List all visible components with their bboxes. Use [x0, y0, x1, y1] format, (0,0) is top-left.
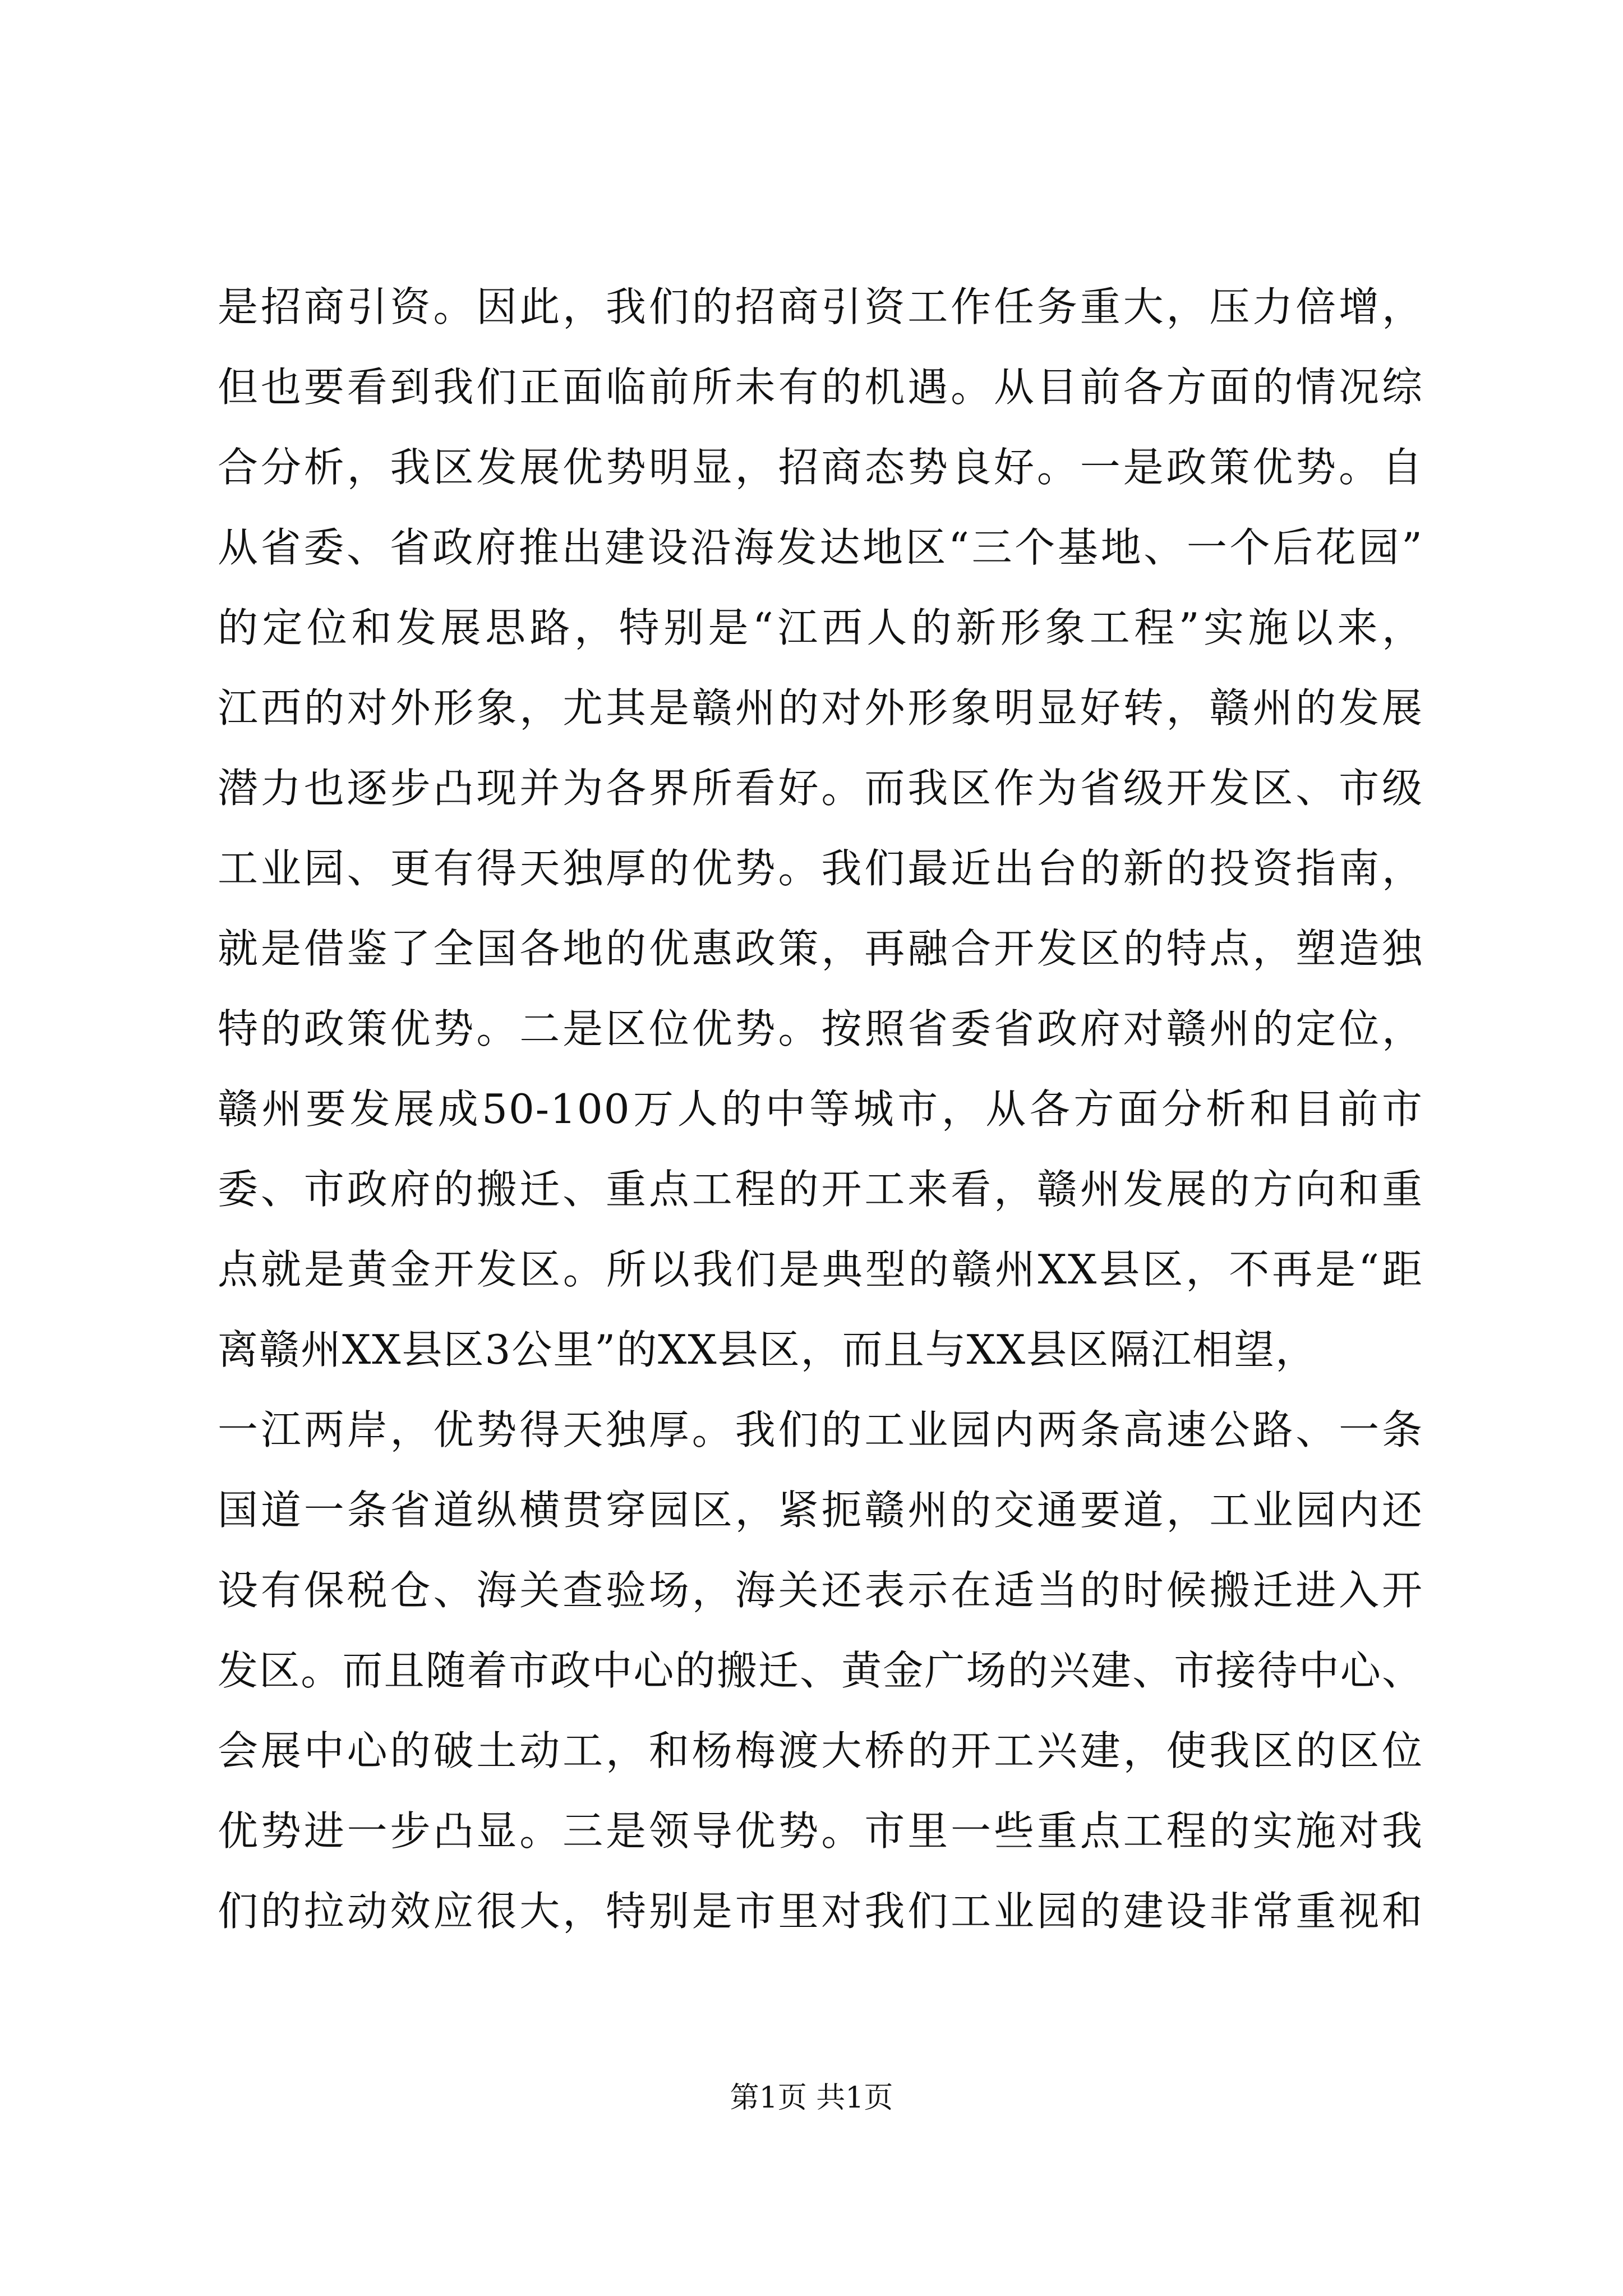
text-line: 国道一条省道纵横贯穿园区，紧扼赣州的交通要道，工业园内还 [218, 1487, 1423, 1534]
text-line: 委、市政府的搬迁、重点工程的开工来看，赣州发展的方向和重 [218, 1166, 1423, 1213]
text-line: 离赣州XX县区3公里”的XX县区，而且与XX县区隔江相望， [218, 1326, 1317, 1373]
text-line: 就是借鉴了全国各地的优惠政策，再融合开发区的特点，塑造独 [218, 925, 1423, 972]
text-line: 江西的对外形象，尤其是赣州的对外形象明显好转，赣州的发展 [218, 684, 1423, 731]
text-line: 发区。而且随着市政中心的搬迁、黄金广场的兴建、市接待中心、 [218, 1647, 1423, 1694]
text-line: 赣州要发展成50-100万人的中等城市，从各方面分析和目前市 [218, 1085, 1423, 1133]
text-line: 优势进一步凸显。三是领导优势。市里一些重点工程的实施对我 [218, 1807, 1423, 1855]
text-line: 工业园、更有得天独厚的优势。我们最近出台的新的投资指南， [218, 845, 1423, 892]
text-line: 特的政策优势。二是区位优势。按照省委省政府对赣州的定位， [218, 1005, 1423, 1052]
text-line: 们的拉动效应很大，特别是市里对我们工业园的建设非常重视和 [218, 1888, 1423, 1935]
text-line: 是招商引资。因此，我们的招商引资工作任务重大，压力倍增， [218, 283, 1423, 330]
text-line: 从省委、省政府推出建设沿海发达地区“三个基地、一个后花园” [218, 524, 1423, 571]
page-footer: 第1页 共1页 [730, 2081, 893, 2115]
text-line: 潜力也逐步凸现并为各界所看好。而我区作为省级开发区、市级 [218, 765, 1423, 812]
text-line: 一江两岸，优势得天独厚。我们的工业园内两条高速公路、一条 [218, 1406, 1423, 1453]
body-text [218, 267, 1423, 1952]
text-line: 合分析，我区发展优势明显，招商态势良好。一是政策优势。自 [218, 444, 1423, 491]
text-line: 点就是黄金开发区。所以我们是典型的赣州XX县区，不再是“距 [218, 1246, 1423, 1293]
text-line: 但也要看到我们正面临前所未有的机遇。从目前各方面的情况综 [218, 364, 1423, 411]
text-line: 的定位和发展思路，特别是“江西人的新形象工程”实施以来， [218, 604, 1423, 651]
text-line: 设有保税仓、海关查验场，海关还表示在适当的时候搬迁进入开 [218, 1567, 1423, 1614]
text-line: 会展中心的破土动工，和杨梅渡大桥的开工兴建，使我区的区位 [218, 1727, 1423, 1774]
